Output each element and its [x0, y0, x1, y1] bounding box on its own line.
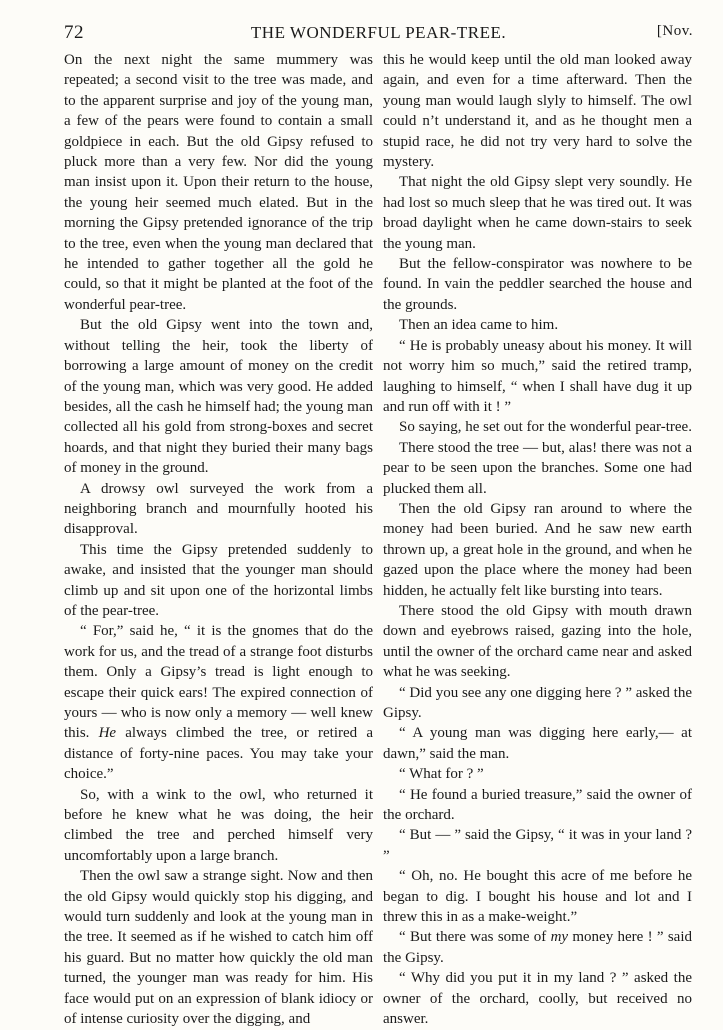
paragraph: Then the owl saw a strange sight. Now and then the old Gipsy would quickly stop his digging, and would turn suddenly and look at the young man in the tree. It seemed as if he wished to catch him off his guard. But no matter how quickly the old man turned, the younger man was ready for him. His face would put on an expression of blank idiocy or of intense curiosity over the digging, and [64, 868, 373, 1028]
paragraph: “ He is probably uneasy about his money. It will not worry him so much,” said the retired tramp, laughing to himself, “ when I shall have dug it up and run off with it ! ” [383, 337, 692, 415]
paragraph: “ He found a buried treasure,” said the owner of the orchard. [383, 786, 692, 824]
right-column [383, 50, 692, 1030]
running-header [64, 22, 693, 46]
emphasis: my [550, 929, 569, 946]
text-run: “ But there was some of [399, 929, 551, 946]
emphasis: He [98, 725, 117, 742]
paragraph: So saying, he set out for the wonderful pear-tree. [399, 419, 692, 436]
issue-month: [Nov. [656, 23, 693, 39]
paragraph: On the next night the same mummery was repeated; a second visit to the tree was made, and to the apparent surprise and joy of the young man, a few of the pears were found to contain a small goldpiece in each. But the old Gipsy refused to pluck more than a very few. Nor did the young man insist upon it. Upon their return to the house, the young heir seemed much elated. But in the morning the Gipsy pretended ignorance of the trip to the tree, even when the young man declared that he intended to gather together all the gold he could, so that it might be planted at the foot of the wonderful pear-tree. [64, 52, 373, 313]
paragraph: This time the Gipsy pretended suddenly to awake, and insisted that the younger man should climb up and sit upon one of the horizontal limbs of the pear-tree. [64, 541, 373, 619]
paragraph: That night the old Gipsy slept very soundly. He had lost so much sleep that he was tired out. It was broad daylight when he came down-stairs to seek the young man. [383, 174, 692, 252]
paragraph: “ Did you see any one digging here ? ” asked the Gipsy. [383, 684, 692, 721]
paragraph: this he would keep until the old man looked away again, and even for a time afterward. Then the young man would laugh slyly to himself. The owl could n’t understand it, and as he thought men a stupid race, he did not try very hard to solve the mystery. [383, 52, 692, 171]
paragraph: “ A young man was digging here early,— at dawn,” said the man. [383, 725, 692, 762]
paragraph: There stood the tree — but, alas! there was not a pear to be seen upon the branches. Some one had plucked them all. [383, 439, 692, 497]
paragraph [383, 927, 692, 968]
paragraph: So, with a wink to the owl, who returned it before he knew what he was doing, the heir climbed the tree and perched himself very uncomfortably upon a large branch. [64, 786, 373, 864]
paragraph: “ What for ? ” [399, 766, 484, 783]
left-column [64, 50, 373, 1030]
running-title: THE WONDERFUL PEAR-TREE. [250, 23, 507, 42]
text-run: always climbed the tree, or retired a distance of forty-nine paces. You may take your choice.” [64, 725, 373, 783]
paragraph: But the old Gipsy went into the town and, without telling the heir, took the liberty of borrowing a large amount of money on the credit of the young man, which was very good. He added besides, all the cash he himself had; the young man collected all his gold from strong-boxes and secret hoards, and that night they buried their many bags of money in the ground. [64, 317, 373, 477]
paragraph: Then an idea came to him. [399, 317, 559, 334]
paragraph: “ But — ” said the Gipsy, “ it was in your land ? ” [383, 827, 692, 864]
paragraph: “ Oh, no. He bought this acre of me before he began to dig. I bought his house and lot and I threw this in as a make-weight.” [383, 868, 692, 926]
text-run: money here ! ” said the Gipsy. [383, 929, 693, 966]
page-number: 72 [64, 22, 84, 43]
paragraph: But the fellow-conspirator was nowhere to be found. In vain the peddler searched the house and the grounds. [383, 256, 692, 313]
text-run: “ For,” said he, “ it is the gnomes that do the work for us, and the tread of a strange foot disturbs them. Only a Gipsy’s tread is light enough to escape their quick ears! The expired connection of yours — who is now only a memory — well knew this. [64, 623, 373, 742]
paragraph: There stood the old Gipsy with mouth drawn down and eyebrows raised, gazing into the hole, until the owner of the orchard came near and asked what he was seeking. [383, 602, 692, 681]
paragraph: Then the old Gipsy ran around to where the money had been buried. And he saw new earth thrown up, a great hole in the ground, and when he gazed upon the place where the money had been hidden, he actually felt like bursting into tears. [383, 500, 692, 599]
paragraph: “ Why did you put it in my land ? ” asked the owner of the orchard, coolly, but received no answer. [383, 970, 692, 1028]
paragraph: A drowsy owl surveyed the work from a neighboring branch and mournfully hooted his disapproval. [64, 480, 373, 538]
paragraph [64, 621, 373, 784]
